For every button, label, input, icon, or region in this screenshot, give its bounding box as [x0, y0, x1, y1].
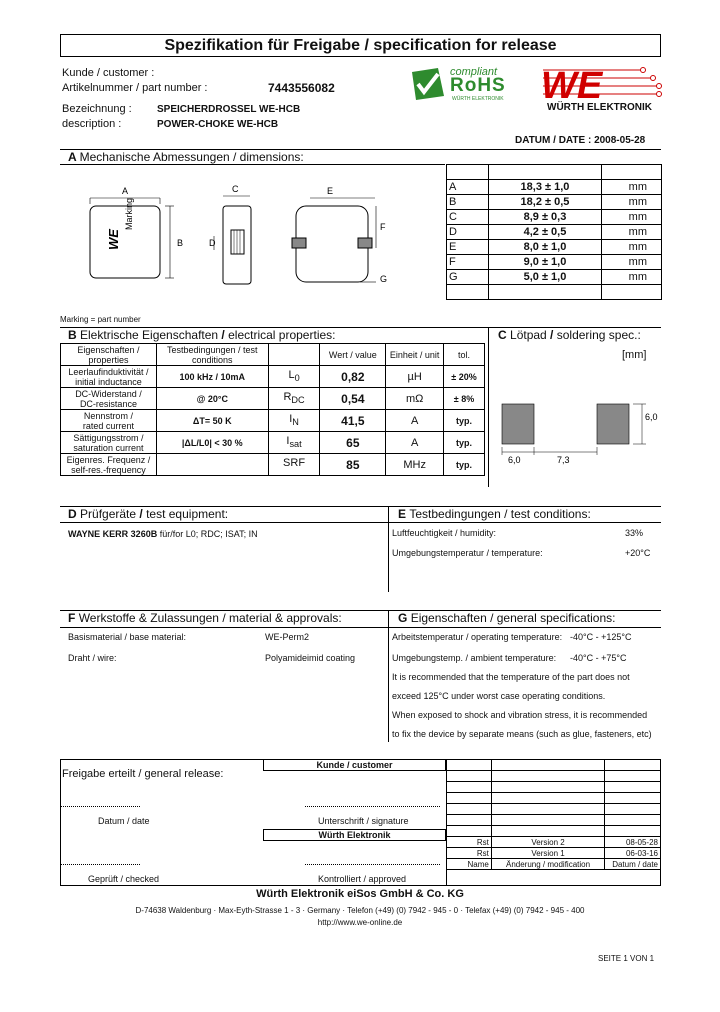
revision-table	[446, 759, 661, 870]
label-b: B	[177, 238, 184, 248]
pad-height-label: 6,0	[645, 412, 658, 422]
section-a-title: Mechanische Abmessungen / dimensions:	[79, 150, 304, 164]
part-number-label: Artikelnummer / part number :	[62, 82, 208, 94]
customer-label: Kunde / customer :	[62, 67, 155, 79]
section-e-title: Testbedingungen / test conditions:	[409, 507, 591, 521]
base-material-label: Basismaterial / base material:	[68, 632, 187, 642]
temperature-value: +20°C	[625, 548, 651, 558]
signature-line[interactable]	[305, 806, 440, 807]
section-b-title: Elektrische Eigenschaften	[80, 328, 219, 342]
signature-label: Unterschrift / signature	[318, 816, 409, 826]
revision-row: Name Änderung / modification Datum / date	[447, 859, 661, 870]
we-logo	[533, 64, 663, 112]
pad-unit: [mm]	[622, 349, 647, 361]
operating-temp-value: -40°C - +125°C	[570, 632, 632, 642]
section-g-title: Eigenschaften / general specifications:	[410, 611, 616, 625]
section-d-letter: D	[68, 507, 77, 521]
rohs-sub: WÜRTH ELEKTRONIK	[452, 96, 504, 102]
electrical-row: Leerlaufinduktivität / initial inductance 100 kHz / 10mA $L_0$ 0,82 µH ± 20%	[61, 366, 485, 388]
wire-label: Draht / wire:	[68, 653, 117, 663]
rohs-check-icon	[408, 66, 448, 102]
dim-row: C 8,9 ± 0,3 mm	[447, 210, 662, 225]
section-c-title2: soldering spec.:	[556, 328, 641, 342]
section-b-letter: B	[68, 328, 77, 342]
section-g-heading	[398, 611, 615, 625]
label-a: A	[122, 186, 129, 196]
dim-row: B 18,2 ± 0,5 mm	[447, 195, 662, 210]
we-small-icon	[106, 229, 121, 250]
approved-label: Kontrolliert / approved	[318, 874, 407, 884]
section-d-title2: test equipment:	[146, 507, 229, 521]
label-d: D	[209, 238, 216, 248]
electrical-row: Nennstrom / rated current ΔT= 50 K $I_N$ 41,5 A typ.	[61, 410, 485, 432]
section-e-letter: E	[398, 507, 407, 521]
humidity-value: 33%	[625, 528, 644, 538]
dim-row: A 18,3 ± 1,0 mm	[447, 180, 662, 195]
section-b-heading: B Elektrische Eigenschaften / electrical properties:	[68, 328, 336, 342]
dimension-drawing	[60, 168, 445, 303]
pad-width-label: 6,0	[508, 455, 521, 465]
footer-address: D-74638 Waldenburg · Max-Eyth-Strasse 1 - 3 · Germany · Telefon (+49) (0) 7942 - 945 - 0 · Telefax (+49) (0) 7942 - 945 - 400	[135, 906, 585, 915]
section-c-title: Lötpad	[510, 328, 547, 342]
section-b-title2: electrical properties:	[228, 328, 336, 342]
marking-note: Marking = part number	[60, 315, 141, 324]
label-c: C	[232, 184, 239, 194]
release-label: Freigabe erteilt / general release:	[62, 768, 224, 780]
dimension-table	[446, 164, 662, 300]
part-number: 7443556082	[268, 81, 335, 95]
section-a-heading	[68, 150, 304, 164]
ambient-temp-value: -40°C - +75°C	[570, 653, 627, 663]
dim-row: D 4,2 ± 0,5 mm	[447, 225, 662, 240]
electrical-row: Eigenres. Frequenz / self-res.-frequency SRF 85 MHz typ.	[61, 454, 485, 476]
description-label: description :	[62, 118, 122, 130]
humidity-label: Luftfeuchtigkeit / humidity:	[392, 528, 497, 538]
section-d-heading: D Prüfgeräte / test equipment:	[68, 507, 229, 521]
date-label: Datum / date	[98, 816, 150, 826]
section-f-letter: F	[68, 611, 76, 625]
spec-note-1: It is recommended that the temperature of the part does not	[392, 672, 630, 682]
base-material-value: WE-Perm2	[265, 632, 310, 642]
approved-line[interactable]	[305, 864, 440, 865]
dim-row: E 8,0 ± 1,0 mm	[447, 240, 662, 255]
we-logo-graphic	[533, 64, 663, 102]
electrical-row: DC-Widerstand / DC-resistance @ 20°C $R_{DC}$ 0,54 mΩ ± 8%	[61, 388, 485, 410]
footer-url[interactable]: http://www.we-online.de	[317, 918, 403, 927]
electrical-row: Sättigungsstrom / saturation current |ΔL/L0| < 30 % $I_{sat}$ 65 A typ.	[61, 432, 485, 454]
section-c-heading: C Lötpad / soldering spec.:	[498, 328, 641, 342]
page-number: SEITE 1 VON 1	[598, 954, 655, 963]
checked-line[interactable]	[60, 864, 140, 865]
section-e-heading	[398, 507, 591, 521]
spec-note-2: exceed 125°C under worst case operating conditions.	[392, 691, 606, 701]
designation: SPEICHERDROSSEL WE-HCB	[157, 104, 301, 115]
section-f-title: Werkstoffe & Zulassungen / material & approvals:	[78, 611, 342, 625]
pad-gap-label: 7,3	[557, 455, 570, 465]
we-logo-company: WÜRTH ELEKTRONIK	[547, 102, 652, 113]
section-d-title: Prüfgeräte	[80, 507, 137, 521]
date: DATUM / DATE : 2008-05-28	[515, 135, 646, 146]
electrical-table: Eigenschaften / properties Testbedingungen / test conditions Wert / value Einheit / unit tol. Leerlaufinduktivität / initial inductance 100 kHz / 10mA $L_0$ 0,82 µH ± 20% DC-Widerstand / DC-resistance @ 20°C $R_{DC}$ 0,54 mΩ ± 8% Nennstrom / rated current ΔT= 50 K $I_N$ 41,5 A typ. Sättigungsstrom / saturation current |ΔL/L0| < 30 % $I_{sat}$ 65 A typ. Eigenres. Frequenz / self-res.-frequency SRF 85 MHz typ.	[60, 343, 485, 476]
svg-text:WE: WE	[106, 229, 121, 250]
dim-row: G 5,0 ± 1,0 mm	[447, 270, 662, 285]
operating-temp-label: Arbeitstemperatur / operating temperature:	[392, 632, 563, 642]
spec-note-4: to fix the device by separate means (such as glue, fasteners, etc)	[392, 729, 652, 739]
marking-text: Marking	[124, 197, 134, 230]
test-equipment: WAYNE KERR 3260B für/for L0; RDC; ISAT; IN	[68, 529, 258, 539]
spec-note-3: When exposed to shock and vibration stress, it is recommended	[392, 710, 648, 720]
rohs-compliant: compliant	[450, 66, 498, 78]
dim-row: F 9,0 ± 1,0 mm	[447, 255, 662, 270]
designation-label: Bezeichnung :	[62, 103, 132, 115]
solder-pad-drawing	[490, 395, 665, 470]
revision-row: Rst Version 1 06-03-16	[447, 848, 661, 859]
section-f-heading	[68, 611, 342, 625]
footer-company: Würth Elektronik eiSos GmbH & Co. KG	[256, 888, 464, 900]
checked-label: Geprüft / checked	[88, 874, 160, 884]
revision-row: Rst Version 2 08-05-28	[447, 837, 661, 848]
ambient-temp-label: Umgebungstemp. / ambient temperature:	[392, 653, 557, 663]
temperature-label: Umgebungstemperatur / temperature:	[392, 548, 543, 558]
rohs-logo	[408, 66, 526, 102]
we-logo-letters: WE	[541, 65, 603, 102]
we-header: Würth Elektronik	[263, 829, 446, 841]
label-e: E	[327, 186, 334, 196]
date-line[interactable]	[60, 806, 140, 807]
section-g-letter: G	[398, 611, 408, 625]
page-title: Spezifikation für Freigabe / specification for release	[60, 34, 661, 57]
section-a-letter: A	[68, 150, 77, 164]
label-f: F	[380, 222, 386, 232]
description: POWER-CHOKE WE-HCB	[157, 119, 279, 130]
customer-header: Kunde / customer	[263, 759, 446, 771]
section-c-letter: C	[498, 328, 507, 342]
wire-value: Polyamideimid coating	[265, 653, 356, 663]
label-g: G	[380, 274, 388, 284]
rohs-text: RoHS	[450, 75, 506, 96]
